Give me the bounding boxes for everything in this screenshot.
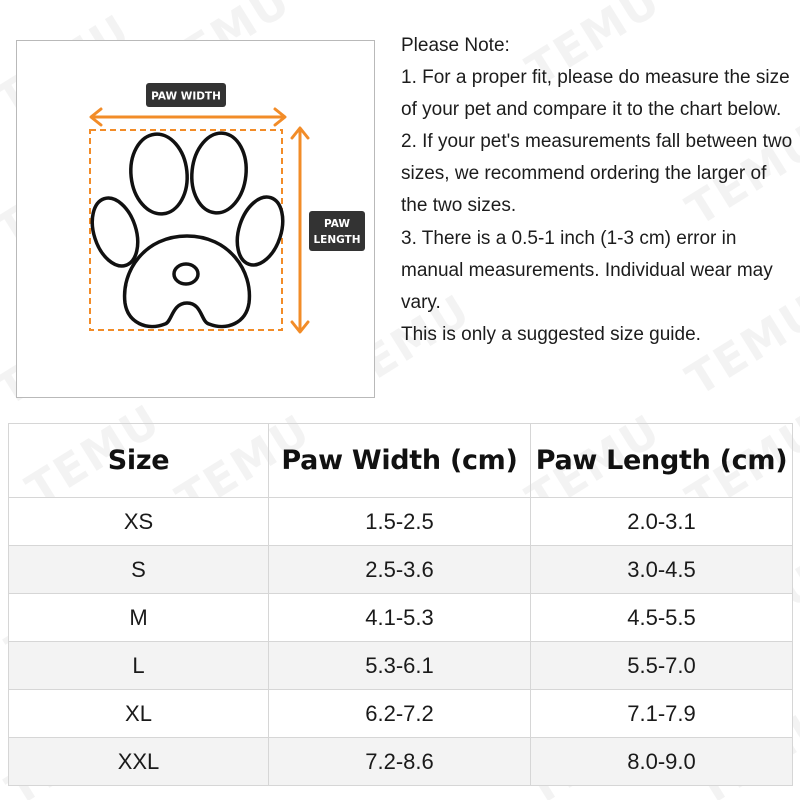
cell-paw-width: 5.3-6.1 — [269, 642, 531, 690]
cell-paw-width: 7.2-8.6 — [269, 738, 531, 786]
paw-print-icon — [84, 130, 291, 326]
cell-size: S — [9, 546, 269, 594]
note-footer: This is only a suggested size guide. — [401, 323, 701, 345]
cell-size: L — [9, 642, 269, 690]
cell-paw-length: 4.5-5.5 — [531, 594, 793, 642]
column-header-size: Size — [9, 424, 269, 498]
note-item: 1. For a proper fit, please do measure the size of your pet and compare it to the chart below. — [401, 67, 790, 121]
table-row — [9, 546, 793, 594]
cell-paw-width: 6.2-7.2 — [269, 690, 531, 738]
note-item: 3. There is a 0.5-1 inch (1-3 cm) error in manual measurements. Individual wear may vary. — [401, 227, 773, 313]
size-chart-table — [8, 423, 793, 786]
paw-width-label-text: PAW WIDTH — [151, 90, 221, 103]
cell-paw-width: 4.1-5.3 — [269, 594, 531, 642]
note-item: 2. If your pet's measurements fall between two sizes, we recommend ordering the larger of the two sizes. — [401, 131, 793, 217]
table-row — [9, 594, 793, 642]
cell-size: M — [9, 594, 269, 642]
table-row — [9, 690, 793, 738]
table-row — [9, 738, 793, 786]
table-header-row — [9, 424, 793, 498]
cell-paw-length: 5.5-7.0 — [531, 642, 793, 690]
cell-paw-length: 3.0-4.5 — [531, 546, 793, 594]
paw-width-arrow — [91, 109, 285, 125]
table-row — [9, 642, 793, 690]
paw-length-label-line1: PAW — [324, 218, 350, 230]
cell-size: XXL — [9, 738, 269, 786]
cell-paw-length: 7.1-7.9 — [531, 690, 793, 738]
table-row — [9, 498, 793, 546]
paw-diagram-svg — [17, 41, 376, 399]
note-section — [401, 30, 793, 351]
column-header-paw-length: Paw Length (cm) — [531, 424, 793, 498]
paw-diagram — [16, 40, 375, 398]
paw-length-arrow — [292, 128, 308, 332]
paw-width-label — [146, 83, 226, 107]
cell-size: XS — [9, 498, 269, 546]
note-heading: Please Note: — [401, 35, 510, 56]
paw-length-label-line2: LENGTH — [313, 234, 361, 246]
column-header-paw-width: Paw Width (cm) — [269, 424, 531, 498]
cell-size: XL — [9, 690, 269, 738]
cell-paw-length: 8.0-9.0 — [531, 738, 793, 786]
cell-paw-length: 2.0-3.1 — [531, 498, 793, 546]
paw-length-label — [309, 211, 365, 251]
cell-paw-width: 2.5-3.6 — [269, 546, 531, 594]
cell-paw-width: 1.5-2.5 — [269, 498, 531, 546]
